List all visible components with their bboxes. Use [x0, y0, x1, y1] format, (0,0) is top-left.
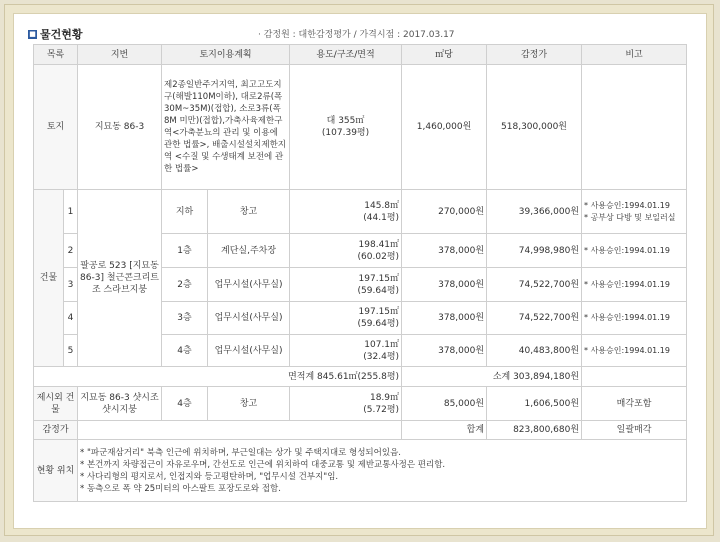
building-use: 계단실,주차장: [208, 234, 290, 268]
excluded-label: 제시외 건물: [34, 387, 78, 421]
building-floor: 2층: [162, 268, 208, 302]
status-line: * 동측으로 폭 약 25미터의 아스팔트 포장도로와 접함.: [80, 483, 281, 494]
col-header-plan: 토지이용계획: [162, 45, 290, 65]
building-use: 업무시설(사무실): [208, 335, 290, 367]
building-note: * 사용승인:1994.01.19: [582, 302, 687, 335]
building-use: 업무시설(사무실): [208, 302, 290, 335]
building-row-no: 4: [64, 302, 78, 335]
building-area-m2: 145.8㎡: [364, 200, 400, 211]
excluded-area-m2: 18.9㎡: [369, 392, 400, 403]
col-header-jibun: 지번: [78, 45, 162, 65]
building-area-pyeong: (59.64평): [357, 319, 400, 329]
status-row: [34, 440, 687, 502]
empty-cell: [582, 367, 687, 387]
valuation-total-label: 합계: [402, 421, 487, 440]
building-area-m2: 198.41㎡: [358, 239, 400, 250]
building-per-m2: 378,000원: [402, 234, 487, 268]
building-floor: 3층: [162, 302, 208, 335]
table-header-row: [34, 45, 687, 65]
status-description: [78, 440, 687, 502]
excluded-area-pyeong: (5.72평): [363, 404, 400, 415]
excluded-jibun: 지묘동 86-3 샷시조 샷시지붕: [78, 387, 162, 421]
building-area: [290, 302, 402, 335]
land-per-m2: 1,460,000원: [402, 65, 487, 190]
building-area: [290, 190, 402, 234]
status-line: * 사다리형의 평지로서, 인접지와 등고평탄하며, "업무시설 건부지"임.: [80, 471, 339, 482]
building-row-no: 3: [64, 268, 78, 302]
building-row-no: 2: [64, 234, 78, 268]
land-label: 토지: [34, 65, 78, 190]
land-area: [290, 65, 402, 190]
status-line: * 본건까지 차량접근이 자유로우며, 간선도로 인근에 위치하여 대중교통 및 제반교통사정은 편리함.: [80, 459, 446, 470]
building-subtotal: 소계 303,894,180원: [402, 367, 582, 387]
building-appraisal: 39,366,000원: [487, 190, 582, 234]
building-label: 건물: [34, 190, 64, 367]
building-area: [290, 335, 402, 367]
appraisal-meta: · 감정원 : 대한감정평가 / 가격시점 : 2017.03.17: [258, 30, 455, 40]
square-bullet-icon: ■: [29, 29, 36, 38]
building-row-1: [34, 190, 687, 234]
excluded-note: 매각포함: [582, 387, 687, 421]
building-note: * 사용승인:1994.01.19: [582, 335, 687, 367]
col-header-note: 비고: [582, 45, 687, 65]
building-area-pyeong: (44.1평): [363, 212, 400, 223]
land-jibun: 지묘동 86-3: [78, 65, 162, 190]
building-per-m2: 378,000원: [402, 302, 487, 335]
building-appraisal: 74,998,980원: [487, 234, 582, 268]
building-appraisal: 40,483,800원: [487, 335, 582, 367]
building-area-m2: 107.1㎡: [364, 339, 400, 350]
building-per-m2: 270,000원: [402, 190, 487, 234]
excluded-appraisal: 1,606,500원: [487, 387, 582, 421]
building-total-row: [34, 367, 687, 387]
property-table: [33, 44, 687, 502]
building-area-pyeong: (32.4평): [363, 351, 400, 362]
building-floor: 1층: [162, 234, 208, 268]
col-header-list: 목록: [34, 45, 78, 65]
section-header: [28, 26, 688, 42]
status-label: 현황 위치: [34, 440, 78, 502]
land-row: [34, 65, 687, 190]
building-note: * 사용승인:1994.01.19: [582, 234, 687, 268]
land-plan: 제2종일반주거지역, 최고고도지구(해발110M이하), 대로2류(폭30M~35M)(접합), 소로3류(폭8M 미만)(접합),가축사육제한구역<가축분뇨의 관리 및 이용에 관한 법률>, 배출시설설치제한지역 <수질 및 수생태계 보전에 관한 법률>: [162, 65, 290, 190]
land-area-m2: 대 355㎡: [326, 116, 365, 126]
excluded-area: [290, 387, 402, 421]
valuation-label: 감정가: [34, 421, 78, 440]
building-per-m2: 378,000원: [402, 268, 487, 302]
section-title: 물건현황: [40, 28, 83, 41]
building-use: 창고: [208, 190, 290, 234]
building-row-no: 1: [64, 190, 78, 234]
building-address: 팔공로 523 [지묘동 86-3] 철근콘크리트조 스라브지붕: [78, 190, 162, 367]
col-header-per-m2: ㎡당: [402, 45, 487, 65]
building-area: [290, 268, 402, 302]
building-appraisal: 74,522,700원: [487, 268, 582, 302]
empty-cell: [78, 421, 402, 440]
building-per-m2: 378,000원: [402, 335, 487, 367]
area-total: 면적계 845.61㎡(255.8평): [34, 367, 402, 387]
building-floor: 지하: [162, 190, 208, 234]
col-header-appraisal: 감정가: [487, 45, 582, 65]
building-floor: 4층: [162, 335, 208, 367]
land-appraisal: 518,300,000원: [487, 65, 582, 190]
valuation-total: 823,800,680원: [487, 421, 582, 440]
excluded-floor: 4층: [162, 387, 208, 421]
building-note: * 사용승인:1994.01.19: [582, 268, 687, 302]
building-area-m2: 197.15㎡: [358, 307, 400, 317]
excluded-use: 창고: [208, 387, 290, 421]
excluded-row: [34, 387, 687, 421]
status-line: * "파군재삼거리" 북측 인근에 위치하며, 부근일대는 상가 및 주택지대로 형성되어있음.: [80, 447, 401, 458]
building-note: * 사용승인:1994.01.19 * 공부상 다방 및 보일러실: [582, 190, 687, 234]
building-area-pyeong: (59.64평): [357, 285, 400, 296]
building-row-no: 5: [64, 335, 78, 367]
building-area: [290, 234, 402, 268]
excluded-per-m2: 85,000원: [402, 387, 487, 421]
land-note: [582, 65, 687, 190]
valuation-note: 일괄매각: [582, 421, 687, 440]
building-area-pyeong: (60.02평): [357, 251, 400, 262]
building-appraisal: 74,522,700원: [487, 302, 582, 335]
valuation-row: [34, 421, 687, 440]
building-use: 업무시설(사무실): [208, 268, 290, 302]
col-header-area: 용도/구조/면적: [290, 45, 402, 65]
land-area-pyeong: (107.39평): [321, 128, 370, 138]
building-area-m2: 197.15㎡: [358, 273, 400, 284]
